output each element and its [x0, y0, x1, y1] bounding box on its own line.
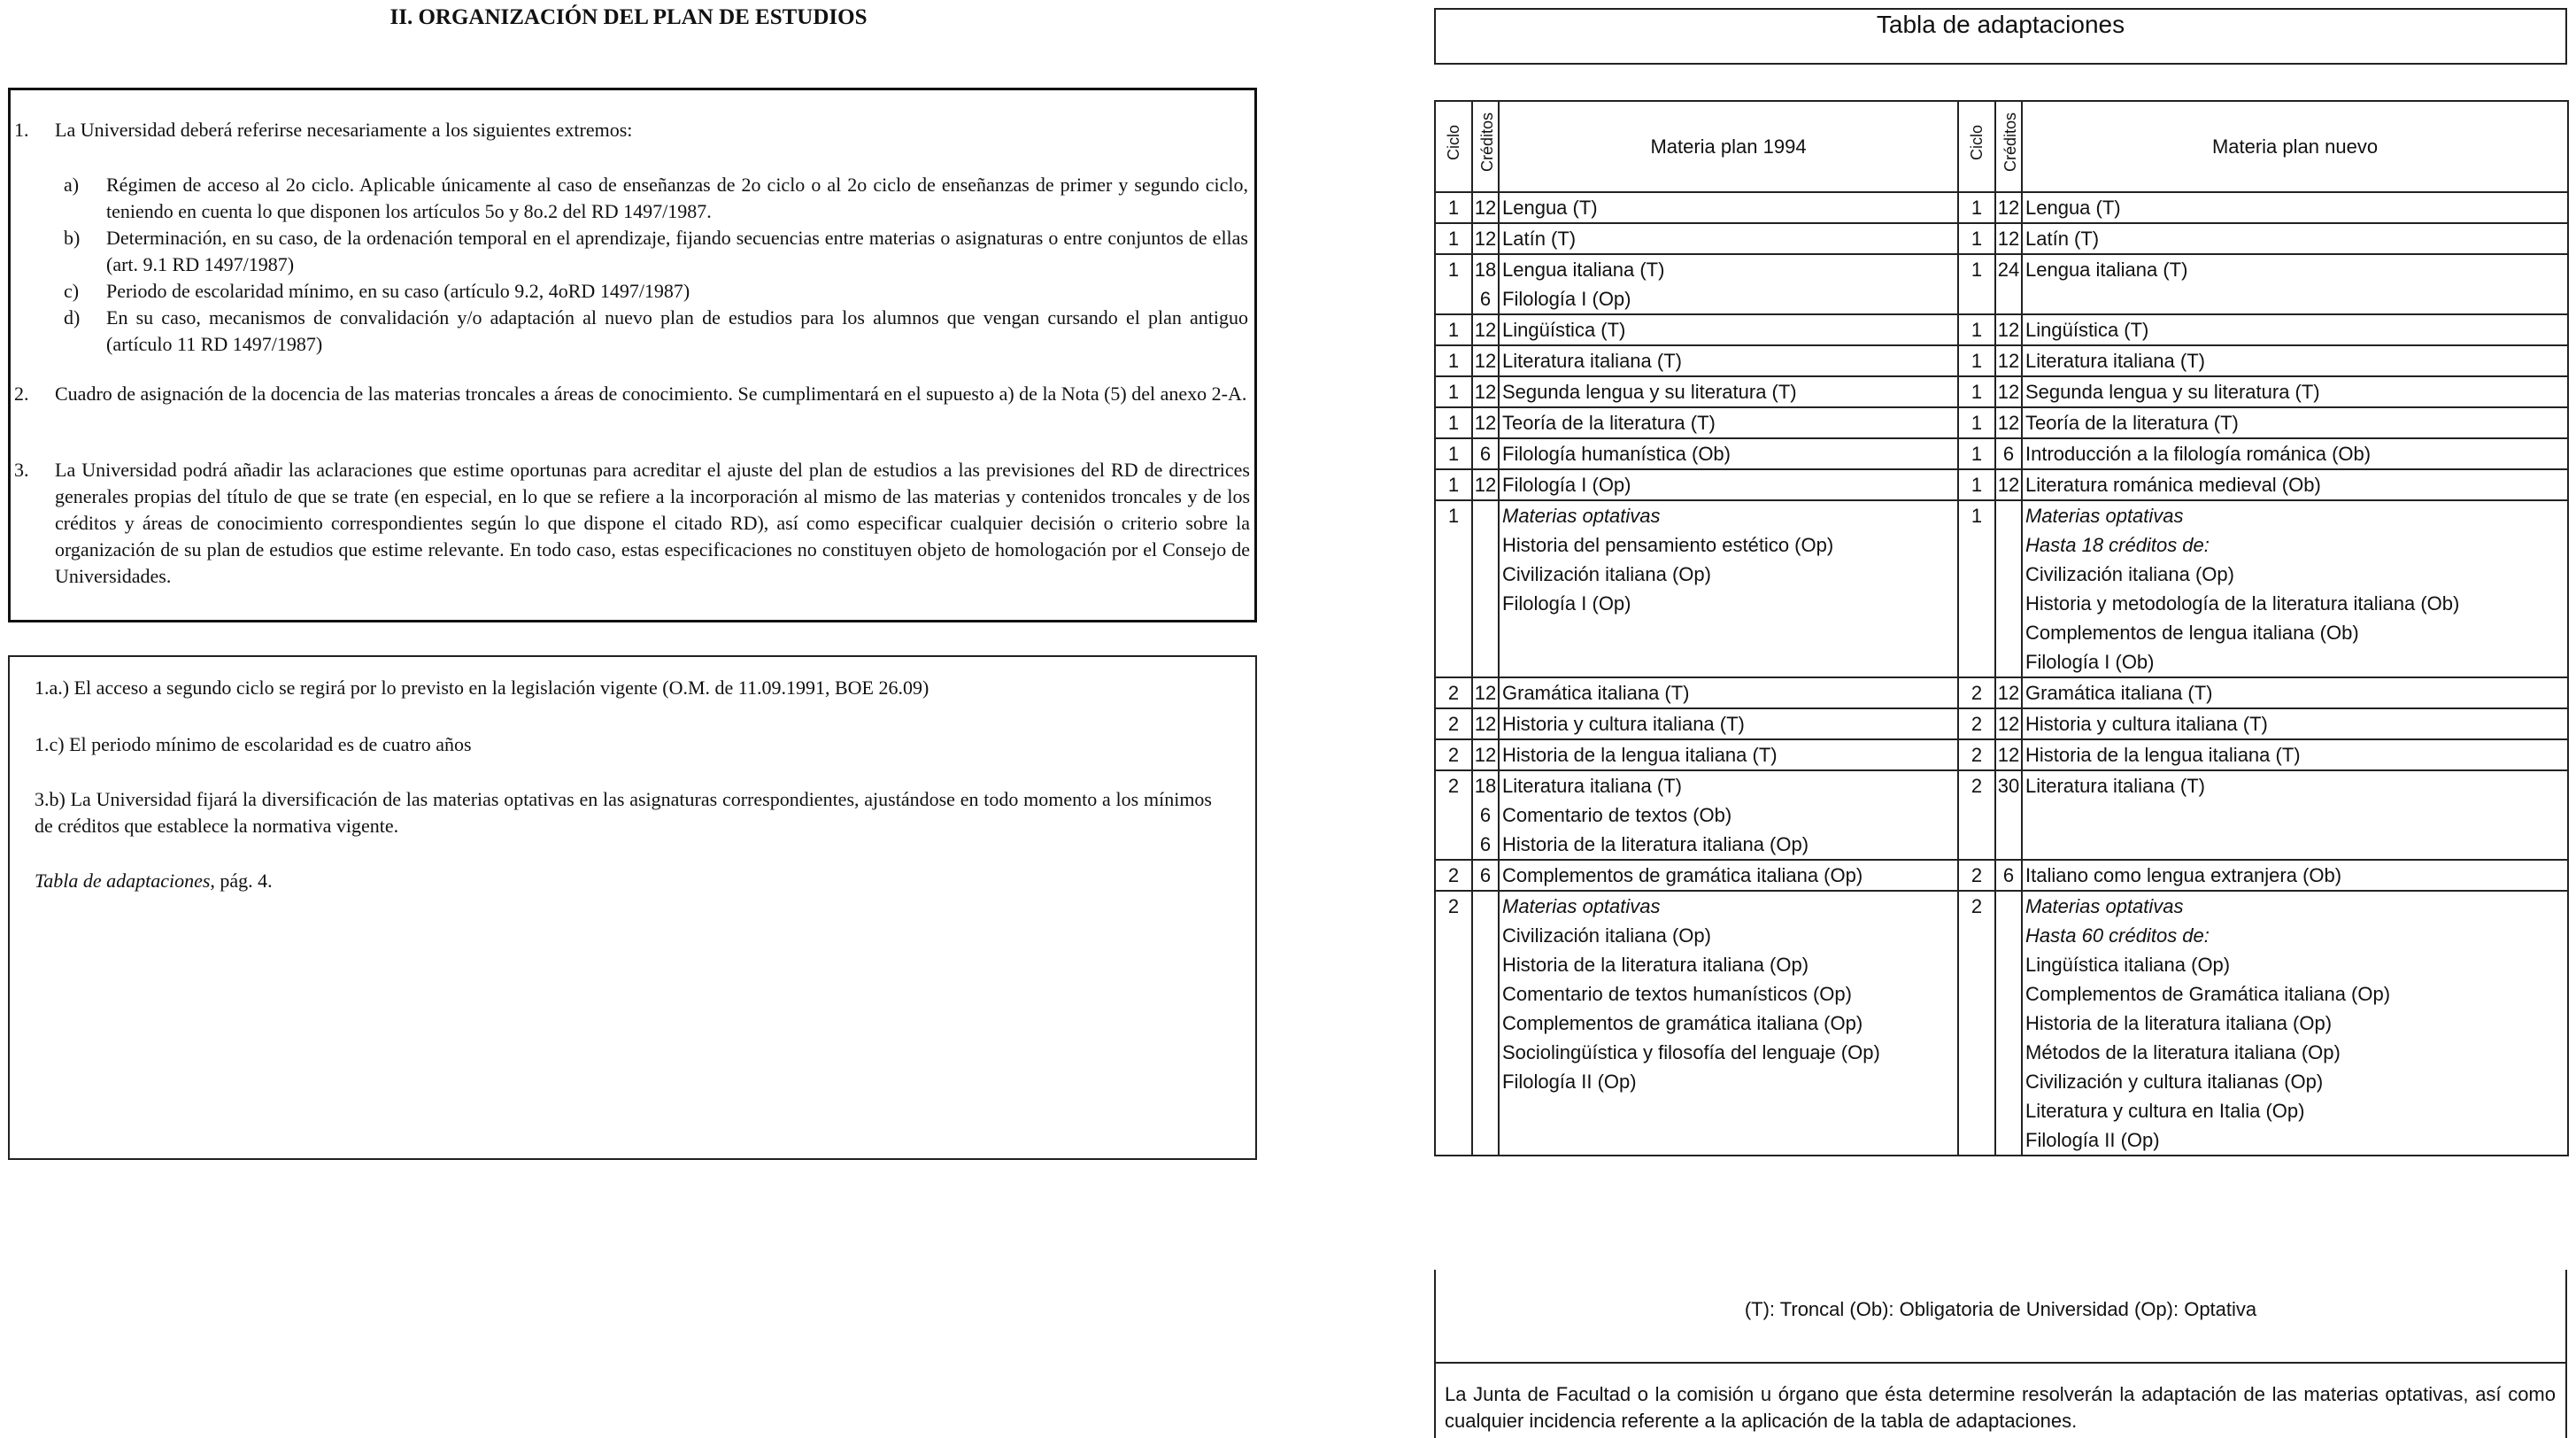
- creditos-old: [1472, 739, 1499, 770]
- materia-new: [2022, 192, 2568, 223]
- subitem-d-text: En su caso, mecanismos de convalidación y/o adaptación al nuevo plan de estudios para los alumnos que vengan cursando el plan antiguo (artículo 11 RD 1497/1987): [106, 306, 1248, 355]
- materia-new-line: Historia y cultura italiana (T): [2025, 713, 2268, 735]
- creditos-old-line: 12: [1474, 228, 1497, 250]
- materia-old-line: Materias optativas: [1502, 505, 1661, 527]
- materia-new: [2022, 739, 2568, 770]
- materia-old: [1499, 770, 1958, 860]
- ciclo-old: 1: [1435, 223, 1472, 254]
- creditos-old: [1472, 192, 1499, 223]
- ciclo-new: 1: [1958, 376, 1995, 407]
- ciclo-new: 1: [1958, 438, 1995, 469]
- materia-new: [2022, 314, 2568, 345]
- materia-new: [2022, 407, 2568, 438]
- creditos-old: [1472, 438, 1499, 469]
- materia-new-line: Lengua (T): [2025, 197, 2121, 219]
- table-footer: [1434, 1270, 2567, 1438]
- legend: (T): Troncal (Ob): Obligatoria de Universidad (Op): Optativa: [1436, 1270, 2565, 1364]
- table-row: [1435, 469, 2568, 500]
- creditos-old-line: 12: [1474, 197, 1497, 219]
- table-row: [1435, 500, 2568, 677]
- header-materia-old: Materia plan 1994: [1499, 101, 1958, 192]
- creditos-old-line: 6: [1479, 443, 1492, 465]
- creditos-old-line: 12: [1474, 744, 1497, 766]
- materia-new-line: Literatura románica medieval (Ob): [2025, 474, 2321, 496]
- materia-old-line: Materias optativas: [1502, 895, 1661, 917]
- creditos-old-line: 12: [1474, 319, 1497, 341]
- materia-old-line: Gramática italiana (T): [1502, 682, 1690, 704]
- ciclo-new: 1: [1958, 223, 1995, 254]
- creditos-new: [1995, 192, 2022, 223]
- materia-old-line: Lingüística (T): [1502, 319, 1626, 341]
- materia-old: [1499, 407, 1958, 438]
- table-row: [1435, 254, 2568, 314]
- creditos-new: [1995, 739, 2022, 770]
- table-row: [1435, 223, 2568, 254]
- instructions-box: [8, 88, 1257, 622]
- creditos-old-line: 12: [1474, 474, 1497, 496]
- materia-new-line: Materias optativas: [2025, 505, 2184, 527]
- materia-new-line: Complementos de Gramática italiana (Op): [2025, 983, 2391, 1005]
- creditos-new: [1995, 314, 2022, 345]
- materia-new-line: Historia de la lengua italiana (T): [2025, 744, 2301, 766]
- creditos-old: [1472, 677, 1499, 708]
- ciclo-new: 1: [1958, 469, 1995, 500]
- ciclo-old: 2: [1435, 860, 1472, 891]
- ciclo-new: 1: [1958, 254, 1995, 314]
- materia-old-line: Complementos de gramática italiana (Op): [1502, 1012, 1863, 1034]
- materia-old: [1499, 314, 1958, 345]
- subitem-c-text: Periodo de escolaridad mínimo, en su caso (artículo 9.2, 4oRD 1497/1987): [106, 280, 690, 302]
- materia-new-line: Hasta 18 créditos de:: [2025, 534, 2210, 556]
- creditos-new: [1995, 708, 2022, 739]
- item-1-number: 1.: [14, 119, 29, 141]
- subitem-c-label: c): [64, 280, 80, 302]
- creditos-new-line: 12: [1997, 350, 2020, 372]
- materia-old-line: Historia de la literatura italiana (Op): [1502, 833, 1809, 855]
- header-creditos-old: Créditos: [1472, 101, 1499, 192]
- note-table-ref: [35, 868, 1238, 894]
- creditos-old: [1472, 469, 1499, 500]
- materia-old-line: Filología I (Op): [1502, 592, 1631, 615]
- materia-new: [2022, 254, 2568, 314]
- materia-old-line: Teoría de la literatura (T): [1502, 412, 1716, 434]
- item-1-text: La Universidad deberá referirse necesariamente a los siguientes extremos:: [55, 119, 633, 141]
- creditos-new: [1995, 860, 2022, 891]
- materia-new: [2022, 345, 2568, 376]
- creditos-old: [1472, 407, 1499, 438]
- creditos-new: [1995, 500, 2022, 677]
- item-2-text: Cuadro de asignación de la docencia de las materias troncales a áreas de conocimiento. Se cumplimentará en el supuesto a) de la Nota (5) del anexo 2-A.: [55, 383, 1247, 405]
- creditos-old-line: 6: [1479, 288, 1492, 310]
- ciclo-old: 1: [1435, 438, 1472, 469]
- table-row: [1435, 345, 2568, 376]
- materia-old-line: Latín (T): [1502, 228, 1577, 250]
- materia-old-line: Lengua (T): [1502, 197, 1598, 219]
- creditos-new: [1995, 469, 2022, 500]
- materia-old-line: Literatura italiana (T): [1502, 350, 1682, 372]
- ciclo-old: 1: [1435, 314, 1472, 345]
- creditos-old-line: 6: [1479, 833, 1492, 855]
- materia-old: [1499, 708, 1958, 739]
- creditos-new: [1995, 223, 2022, 254]
- creditos-new-line: 12: [1997, 381, 2020, 403]
- university-notes-box: [8, 655, 1257, 1160]
- materia-new-line: Historia y metodología de la literatura italiana (Ob): [2025, 592, 2460, 615]
- creditos-new-line: 24: [1997, 259, 2020, 281]
- creditos-old-line: 18: [1474, 259, 1497, 281]
- table-row: [1435, 677, 2568, 708]
- creditos-new-line: 12: [1997, 474, 2020, 496]
- note-access: 1.a.) El acceso a segundo ciclo se regirá por lo previsto en la legislación vigente (O.M. de 11.09.1991, BOE 26.09): [35, 676, 929, 699]
- materia-old-line: Historia de la lengua italiana (T): [1502, 744, 1778, 766]
- materia-new-line: Latín (T): [2025, 228, 2100, 250]
- final-note: La Junta de Facultad o la comisión u órgano que ésta determine resolverán la adaptación de las materias optativas, así como cualquier incidencia referente a la aplicación de la tabla de adaptaciones.: [1445, 1383, 2556, 1432]
- ciclo-old: 1: [1435, 407, 1472, 438]
- materia-old-line: Civilización italiana (Op): [1502, 563, 1711, 585]
- materia-new-line: Complementos de lengua italiana (Ob): [2025, 622, 2359, 644]
- table-row: [1435, 192, 2568, 223]
- materia-new-line: Literatura italiana (T): [2025, 350, 2205, 372]
- materia-old-line: Comentario de textos humanísticos (Op): [1502, 983, 1852, 1005]
- materia-new: [2022, 438, 2568, 469]
- materia-new-line: Introducción a la filología románica (Ob): [2025, 443, 2372, 465]
- item-2-number: 2.: [14, 383, 29, 405]
- materia-old: [1499, 739, 1958, 770]
- materia-new: [2022, 677, 2568, 708]
- ciclo-old: 1: [1435, 345, 1472, 376]
- table-row: [1435, 438, 2568, 469]
- creditos-old: [1472, 254, 1499, 314]
- creditos-old: [1472, 891, 1499, 1156]
- ciclo-new: 1: [1958, 192, 1995, 223]
- ciclo-new: 2: [1958, 708, 1995, 739]
- creditos-new: [1995, 770, 2022, 860]
- header-creditos-new: Créditos: [1995, 101, 2022, 192]
- materia-new-line: Literatura italiana (T): [2025, 775, 2205, 797]
- materia-new: [2022, 500, 2568, 677]
- table-ref-page: , pág. 4.: [210, 870, 273, 892]
- table-row: [1435, 708, 2568, 739]
- creditos-new-line: 12: [1997, 319, 2020, 341]
- materia-new-line: Hasta 60 créditos de:: [2025, 924, 2210, 947]
- materia-old-line: Sociolingüística y filosofía del lenguaje (Op): [1502, 1041, 1880, 1063]
- creditos-old: [1472, 500, 1499, 677]
- materia-new-line: Literatura y cultura en Italia (Op): [2025, 1100, 2305, 1122]
- table-row: [1435, 770, 2568, 860]
- materia-old-line: Filología I (Op): [1502, 474, 1631, 496]
- materia-old: [1499, 376, 1958, 407]
- materia-new: [2022, 708, 2568, 739]
- creditos-new-line: 12: [1997, 228, 2020, 250]
- creditos-old-line: 12: [1474, 381, 1497, 403]
- materia-new: [2022, 223, 2568, 254]
- creditos-old-line: 6: [1479, 864, 1492, 886]
- materia-old-line: Segunda lengua y su literatura (T): [1502, 381, 1797, 403]
- header-materia-new: Materia plan nuevo: [2022, 101, 2568, 192]
- header-ciclo-old: Ciclo: [1435, 101, 1472, 192]
- ciclo-old: 1: [1435, 254, 1472, 314]
- materia-old: [1499, 438, 1958, 469]
- materia-old: [1499, 677, 1958, 708]
- creditos-old-line: 12: [1474, 412, 1497, 434]
- note-period: 1.c) El periodo mínimo de escolaridad es de cuatro años: [35, 733, 472, 755]
- materia-old: [1499, 192, 1958, 223]
- note-optativas: 3.b) La Universidad fijará la diversificación de las materias optativas en las asignaturas correspondientes, ajustándose en todo momento a los mínimos de créditos que establece la normativa vigente.: [35, 788, 1212, 837]
- ciclo-new: 1: [1958, 314, 1995, 345]
- ciclo-new: 2: [1958, 770, 1995, 860]
- materia-old: [1499, 500, 1958, 677]
- item-3-number: 3.: [14, 459, 29, 481]
- ciclo-old: 2: [1435, 891, 1472, 1156]
- subitem-a-label: a): [64, 174, 80, 196]
- materia-new-line: Materias optativas: [2025, 895, 2184, 917]
- table-row: [1435, 860, 2568, 891]
- creditos-new: [1995, 677, 2022, 708]
- materia-new: [2022, 770, 2568, 860]
- item-3-text: La Universidad podrá añadir las aclaraciones que estime oportunas para acreditar el ajuste del plan de estudios a las previsiones del RD de directrices generales propias del título de que se trate (en especial, en lo que se refiere a la incorporación al mismo de las materias y contenidos troncales y de los créditos y áreas de conocimiento correspondientes según lo que dispone el citado RD), así como especificar cualquier decisión o criterio sobre la organización de su plan de estudios que estime relevante. En todo caso, estas especificaciones no constituyen objeto de homologación por el Consejo de Universidades.: [55, 459, 1250, 587]
- materia-new-line: Civilización y cultura italianas (Op): [2025, 1071, 2324, 1093]
- table-row: [1435, 376, 2568, 407]
- materia-old-line: Historia de la literatura italiana (Op): [1502, 954, 1809, 976]
- materia-old-line: Complementos de gramática italiana (Op): [1502, 864, 1863, 886]
- creditos-new-line: 12: [1997, 713, 2020, 735]
- creditos-old-line: 18: [1474, 775, 1497, 797]
- materia-new: [2022, 891, 2568, 1156]
- creditos-old: [1472, 314, 1499, 345]
- table-row: [1435, 739, 2568, 770]
- materia-old-line: Filología II (Op): [1502, 1071, 1637, 1093]
- creditos-old: [1472, 770, 1499, 860]
- creditos-new: [1995, 254, 2022, 314]
- materia-new: [2022, 860, 2568, 891]
- header-ciclo-new: Ciclo: [1958, 101, 1995, 192]
- materia-old-line: Historia y cultura italiana (T): [1502, 713, 1745, 735]
- ciclo-new: 2: [1958, 891, 1995, 1156]
- materia-new-line: Teoría de la literatura (T): [2025, 412, 2239, 434]
- ciclo-old: 1: [1435, 376, 1472, 407]
- materia-old-line: Filología humanística (Ob): [1502, 443, 1731, 465]
- table-row: [1435, 314, 2568, 345]
- materia-new: [2022, 469, 2568, 500]
- creditos-old: [1472, 708, 1499, 739]
- materia-new-line: Filología I (Ob): [2025, 651, 2155, 673]
- ciclo-new: 1: [1958, 500, 1995, 677]
- materia-old: [1499, 254, 1958, 314]
- ciclo-old: 1: [1435, 500, 1472, 677]
- creditos-new: [1995, 407, 2022, 438]
- creditos-new-line: 30: [1997, 775, 2020, 797]
- subitem-b-label: b): [64, 227, 81, 249]
- materia-new-line: Historia de la literatura italiana (Op): [2025, 1012, 2333, 1034]
- materia-old: [1499, 469, 1958, 500]
- creditos-old-line: 12: [1474, 682, 1497, 704]
- ciclo-old: 2: [1435, 770, 1472, 860]
- materia-new-line: Gramática italiana (T): [2025, 682, 2213, 704]
- materia-old: [1499, 891, 1958, 1156]
- creditos-new-line: 12: [1997, 744, 2020, 766]
- subitem-b-text: Determinación, en su caso, de la ordenación temporal en el aprendizaje, fijando secuencias entre materias o asignaturas o entre conjuntos de ellas (art. 9.1 RD 1497/1987): [106, 227, 1248, 275]
- materia-old-line: Filología I (Op): [1502, 288, 1631, 310]
- table-header-row: [1435, 101, 2568, 192]
- table-row: [1435, 891, 2568, 1156]
- creditos-new: [1995, 891, 2022, 1156]
- creditos-old: [1472, 376, 1499, 407]
- adaptations-table: [1434, 100, 2569, 1156]
- materia-new-line: Civilización italiana (Op): [2025, 563, 2234, 585]
- creditos-new: [1995, 345, 2022, 376]
- materia-new-line: Lingüística (T): [2025, 319, 2149, 341]
- ciclo-new: 2: [1958, 677, 1995, 708]
- creditos-old: [1472, 860, 1499, 891]
- materia-new: [2022, 376, 2568, 407]
- creditos-new-line: 12: [1997, 412, 2020, 434]
- creditos-old-line: 12: [1474, 713, 1497, 735]
- creditos-new: [1995, 376, 2022, 407]
- creditos-new-line: 12: [1997, 682, 2020, 704]
- ciclo-new: 1: [1958, 345, 1995, 376]
- materia-old: [1499, 345, 1958, 376]
- creditos-old: [1472, 345, 1499, 376]
- table-ref-italic: Tabla de adaptaciones: [35, 870, 211, 892]
- creditos-old-line: 6: [1479, 804, 1492, 826]
- materia-new-line: Filología II (Op): [2025, 1129, 2160, 1151]
- ciclo-new: 2: [1958, 739, 1995, 770]
- materia-old-line: Historia del pensamiento estético (Op): [1502, 534, 1834, 556]
- ciclo-new: 2: [1958, 860, 1995, 891]
- subitem-a-text: Régimen de acceso al 2o ciclo. Aplicable únicamente al caso de enseñanzas de 2o ciclo o al 2o ciclo de enseñanzas de primer y segundo ciclo, teniendo en cuenta lo que disponen los artículos 5o y 8o.2 del RD 1497/1987.: [106, 174, 1248, 222]
- materia-new-line: Lingüística italiana (Op): [2025, 954, 2231, 976]
- ciclo-old: 2: [1435, 677, 1472, 708]
- creditos-old-line: 12: [1474, 350, 1497, 372]
- creditos-new-line: 6: [2002, 864, 2015, 886]
- ciclo-new: 1: [1958, 407, 1995, 438]
- ciclo-old: 1: [1435, 469, 1472, 500]
- materia-old: [1499, 223, 1958, 254]
- materia-old-line: Civilización italiana (Op): [1502, 924, 1711, 947]
- materia-old-line: Comentario de textos (Ob): [1502, 804, 1732, 826]
- adaptations-title: Tabla de adaptaciones: [1434, 8, 2567, 65]
- ciclo-old: 2: [1435, 708, 1472, 739]
- materia-old: [1499, 860, 1958, 891]
- materia-new-line: Métodos de la literatura italiana (Op): [2025, 1041, 2341, 1063]
- ciclo-old: 2: [1435, 739, 1472, 770]
- creditos-new: [1995, 438, 2022, 469]
- subitem-d-label: d): [64, 306, 81, 329]
- materia-new-line: Italiano como lengua extranjera (Ob): [2025, 864, 2342, 886]
- materia-old-line: Lengua italiana (T): [1502, 259, 1665, 281]
- creditos-new-line: 12: [1997, 197, 2020, 219]
- materia-new-line: Segunda lengua y su literatura (T): [2025, 381, 2320, 403]
- materia-new-line: Lengua italiana (T): [2025, 259, 2188, 281]
- creditos-old: [1472, 223, 1499, 254]
- table-row: [1435, 407, 2568, 438]
- creditos-new-line: 6: [2002, 443, 2015, 465]
- section-title: II. ORGANIZACIÓN DEL PLAN DE ESTUDIOS: [389, 5, 868, 29]
- materia-old-line: Literatura italiana (T): [1502, 775, 1682, 797]
- ciclo-old: 1: [1435, 192, 1472, 223]
